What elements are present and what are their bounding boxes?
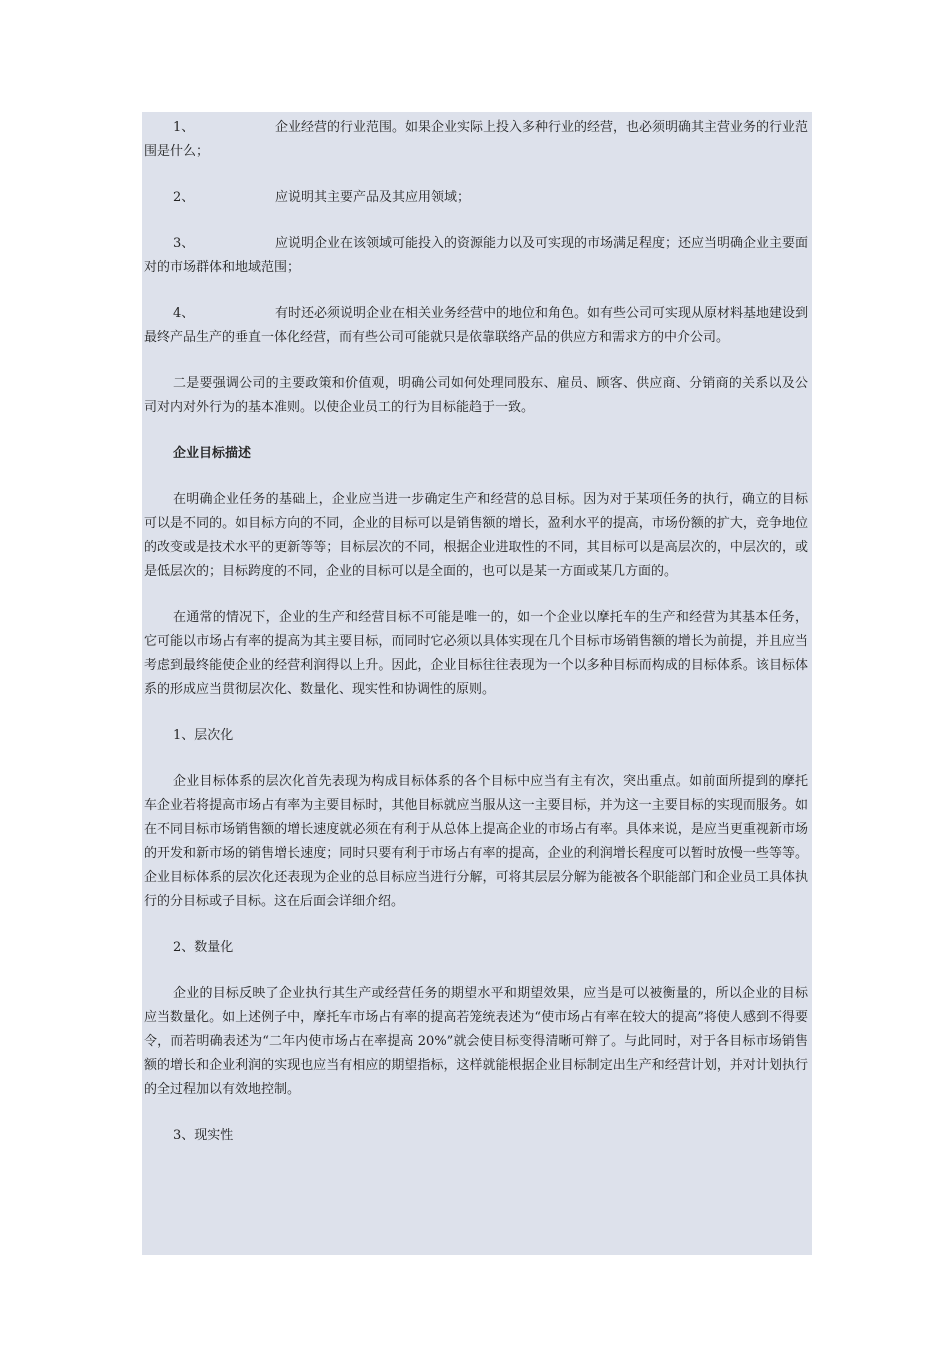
list-item xyxy=(144,232,808,280)
item-text: 应说明其主要产品及其应用领域； xyxy=(275,190,471,205)
list-item xyxy=(144,116,808,164)
item-text: 企业经营的行业范围。如果企业实际上投入多种行业的经营，也必须明确其主营业务的行业范围是什么； xyxy=(144,120,809,159)
item-number: 3、 xyxy=(173,236,195,251)
item-number: 2、 xyxy=(173,190,195,205)
document-body xyxy=(144,116,808,1170)
item-number: 4、 xyxy=(173,306,195,321)
hierarchy-paragraph: 企业目标体系的层次化首先表现为构成目标体系的各个目标中应当有主有次，突出重点。如前面所提到的摩托车企业若将提高市场占有率为主要目标时，其他目标就应当服从这一主要目标，并为这一主要目标的实现而服务。如在不同目标市场销售额的增长速度就必须在有利于从总体上提高企业的市场占有率。具体来说，是应当更重视新市场的开发和新市场的销售增长速度；同时只要有利于市场占有率的提高，企业的利润增长程度可以暂时放慢一些等等。企业目标体系的层次化还表现为企业的总目标应当进行分解，可将其层层分解为能被各个职能部门和企业员工具体执行的分目标或子目标。这在后面会详细介绍。 xyxy=(144,774,808,909)
item-number: 1、 xyxy=(173,120,195,135)
quantification-paragraph: 企业的目标反映了企业执行其生产或经营任务的期望水平和期望效果，应当是可以被衡量的，所以企业的目标应当数量化。如上述例子中，摩托车市场占有率的提高若笼统表述为“使市场占有率在较大的提高”将使人感到不得要令，而若明确表述为“二年内使市场占在率提高 20%”就会使目标变得清晰可辩了。与此同时，对于各目标市场销售额的增长和企业利润的实现也应当有相应的期望指标，这样就能根据企业目标制定出生产和经营计划，并对计划执行的全过程加以有效地控制。 xyxy=(144,986,808,1097)
item-text: 应说明企业在该领域可能投入的资源能力以及可实现的市场满足程度；还应当明确企业主要面对的市场群体和地域范围； xyxy=(144,236,809,275)
list-item xyxy=(144,302,808,350)
goal-paragraph-2: 在通常的情况下，企业的生产和经营目标不可能是唯一的，如一个企业以摩托车的生产和经营为其基本任务，它可能以市场占有率的提高为其主要目标，而同时它必须以具体实现在几个目标市场销售额的增长为前提，并且应当考虑到最终能使企业的经营利润得以上升。因此，企业目标往往表现为一个以多种目标而构成的目标体系。该目标体系的形成应当贯彻层次化、数量化、现实性和协调性的原则。 xyxy=(144,610,808,697)
subheading-realism: 3、现实性 xyxy=(173,1128,234,1143)
section-heading: 企业目标描述 xyxy=(173,446,252,461)
goal-paragraph-1: 在明确企业任务的基础上，企业应当进一步确定生产和经营的总目标。因为对于某项任务的执行，确立的目标可以是不同的。如目标方向的不同，企业的目标可以是销售额的增长，盈利水平的提高，市场份额的扩大，竞争地位的改变或是技术水平的更新等等；目标层次的不同，根据企业进取性的不同，其目标可以是高层次的，中层次的，或是低层次的；目标跨度的不同，企业的目标可以是全面的，也可以是某一方面或某几方面的。 xyxy=(144,492,808,579)
values-paragraph: 二是要强调公司的主要政策和价值观，明确公司如何处理同股东、雇员、顾客、供应商、分销商的关系以及公司对内对外行为的基本准则。以使企业员工的行为目标能趋于一致。 xyxy=(144,376,808,415)
item-text: 有时还必须说明企业在相关业务经营中的地位和角色。如有些公司可实现从原材料基地建设到最终产品生产的垂直一体化经营，而有些公司可能就只是依靠联络产品的供应方和需求方的中介公司。 xyxy=(144,306,809,345)
subheading-quantification: 2、数量化 xyxy=(173,940,234,955)
list-item xyxy=(144,186,808,210)
subheading-hierarchy: 1、层次化 xyxy=(173,728,234,743)
